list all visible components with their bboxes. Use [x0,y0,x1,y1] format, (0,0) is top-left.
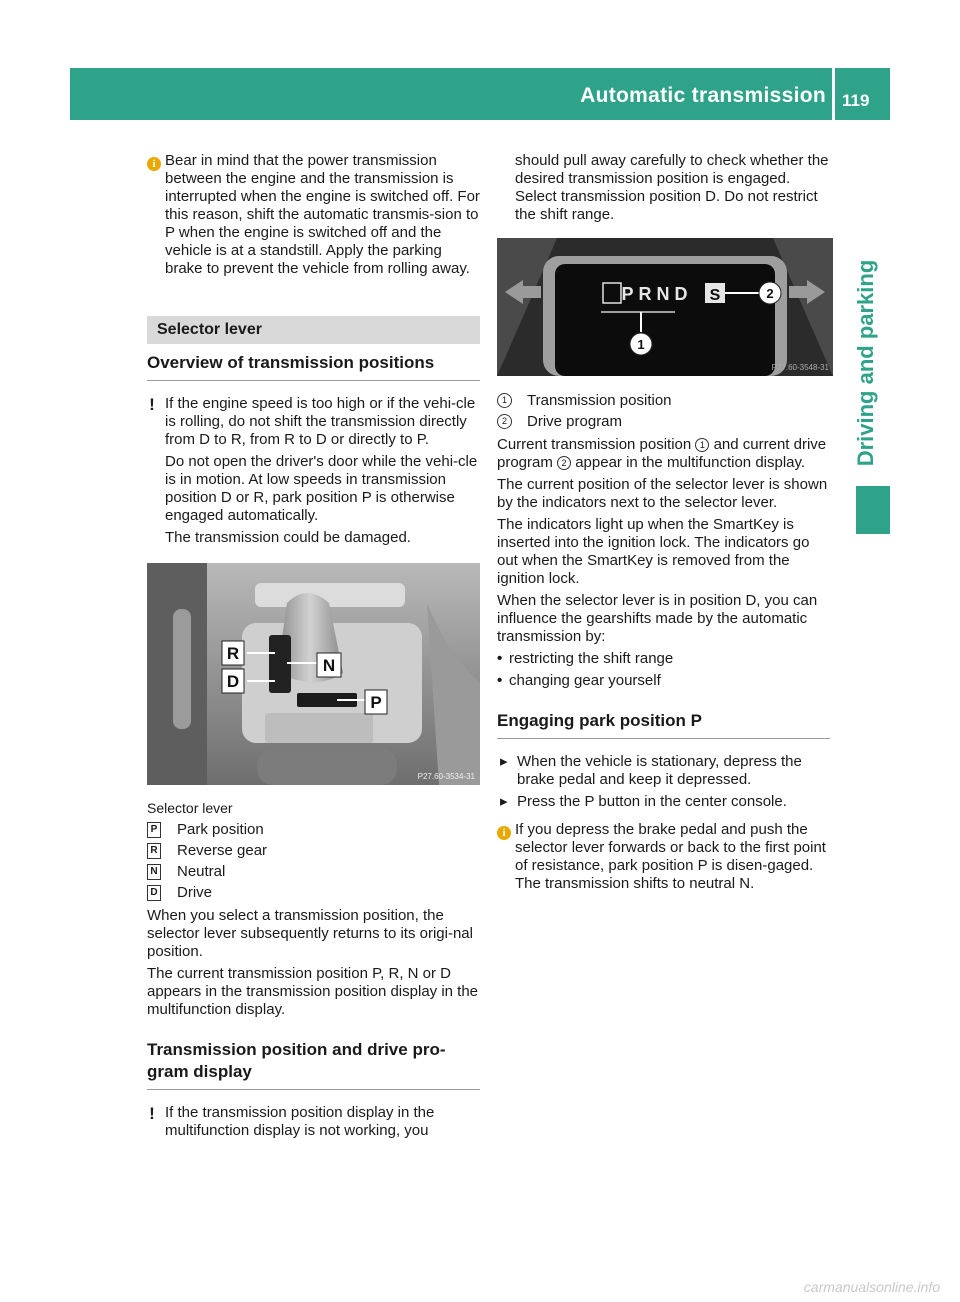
warning-text: If the transmission position display in the multifunction display is not working, you [165,1104,435,1139]
legend-text: Neutral [177,863,226,880]
section-title: Selector lever [147,316,480,344]
info-note-text: Bear in mind that the power transmission between the engine and the transmission is interrupted when the engine is switched off. For this reason, shift the automatic transmis-sion to P when the engine is switched off and the vehicle is at a standstill. Apply the parking brake to prevent the vehicle from rolling away. [165,152,480,277]
heading-overview: Overview of transmission positions [147,352,480,381]
legend-text: Transmission position [527,392,672,409]
multifunction-display-photo [497,238,833,376]
legend-number: 2 [497,414,512,429]
legend-item [497,390,830,411]
paragraph: The current transmission position P, R, N or D appears in the transmission position display in the multifunction display. [147,965,479,1018]
paragraph: The current position of the selector lever is shown by the indicators next to the selector lever. [497,476,828,511]
legend-item [497,411,830,432]
warning-icon: ! [149,1104,155,1123]
legend-item [147,882,480,903]
callout-p: P [370,693,382,712]
legend-text: Park position [177,821,264,838]
transmission-readout: PRND [621,284,693,304]
callout-d: D [226,672,240,691]
continued-text: should pull away carefully to check whether the desired transmission position is engaged. Select transmission position D. Do not restrict the shift range. [515,152,829,223]
legend-text: Drive program [527,413,623,430]
figure-code: P27.60-3548-31 [771,363,829,372]
selector-lever-photo [147,563,480,785]
paragraph: When you select a transmission position, the selector lever subsequently returns to its origi-nal position. [147,907,473,960]
legend-key: P [147,822,161,838]
instruction-step: ▸ Press the P button in the center console. [500,793,787,810]
chapter-tab-label: Driving and parking [853,259,878,467]
page-number: 119 [842,91,870,110]
legend-key: R [147,843,161,859]
header-divider [832,68,835,120]
bullet-item: • restricting the shift range [497,650,674,667]
right-column [497,152,830,899]
warning-text: The transmission could be damaged. [165,529,411,546]
drive-program-readout: S [709,287,721,304]
legend-list [497,390,830,432]
chapter-tab[interactable] [842,248,890,478]
callout-1: 1 [637,337,645,352]
callout-r: R [226,644,240,663]
left-column [147,152,480,1146]
paragraph: The indicators light up when the SmartKey is inserted into the ignition lock. The indicators go out when the SmartKey is removed from the ignition lock. [497,516,810,587]
instruction-step: ▸ When the vehicle is stationary, depress the brake pedal and keep it depressed. [500,753,802,788]
heading-park: Engaging park position P [497,710,830,739]
step-arrow-icon: ▸ [500,753,508,770]
legend-key: D [147,885,161,901]
legend-item [147,840,480,861]
heading-display: Transmission position and drive pro-gram display [147,1039,480,1090]
chapter-marker [856,486,890,534]
info-note-text: If you depress the brake pedal and push the selector lever forwards or back to the first point of resistance, park position P is disen-gaged. The transmission shifts to neutral N. [515,821,826,892]
callout-n: N [322,656,336,675]
paragraph: Current transmission position 1 and current drive program 2 appear in the multifunction display. [497,436,827,471]
figure-code: P27.60-3534-31 [417,772,475,781]
bullet-item: • changing gear yourself [497,672,661,689]
callout-2: 2 [766,286,774,301]
warning-icon: ! [149,395,155,414]
legend-item [147,861,480,882]
paragraph: When the selector lever is in position D, you can influence the gearshifts made by the automatic transmission by: [497,592,818,645]
watermark: carmanualsonline.info [803,1279,940,1295]
legend-list [147,819,480,903]
warning-note [147,395,480,547]
legend-key: N [147,864,161,880]
info-note [147,152,480,278]
warning-text: If the engine speed is too high or if the vehi-cle is rolling, do not shift the transmission directly from D to R, from R to D or directly to P. [165,395,476,448]
figure-caption: Selector lever [147,800,233,816]
info-icon: i [147,157,161,171]
warning-text: Do not open the driver's door while the vehi-cle is in motion. At low speeds in transmission position D or R, park position P is otherwise engaged automatically. [165,453,478,524]
legend-text: Reverse gear [177,842,268,859]
info-note [497,821,830,893]
warning-note [147,1104,480,1140]
legend-number: 1 [497,393,512,408]
page-title: Automatic transmission [580,84,826,107]
info-icon: i [497,826,511,840]
step-arrow-icon: ▸ [500,793,508,810]
legend-item [147,819,480,840]
legend-text: Drive [177,884,213,901]
